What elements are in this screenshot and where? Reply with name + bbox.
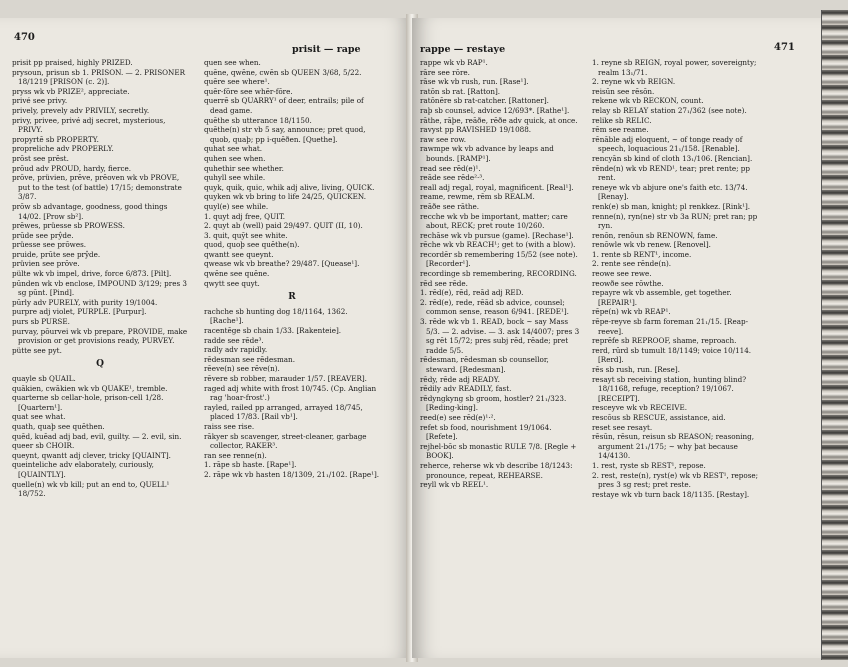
dictionary-entry: rēdily adv READILY, fast.: [420, 384, 512, 394]
dictionary-entry: renk(e) sb man, knight; pl renkkez. [Rink¹].: [592, 201, 751, 211]
dictionary-entry: ratōnēre sb rat-catcher. [Rattoner].: [420, 96, 549, 106]
dictionary-entry: pütte see pyt.: [12, 345, 62, 355]
section-letter: R: [288, 292, 296, 303]
dictionary-entry: ran see renne(n).: [204, 450, 267, 460]
dictionary-entry: pryss wk vb PRIZE², appreciate.: [12, 86, 130, 96]
dictionary-entry: 1. quyt adj free, QUIT.: [204, 211, 285, 221]
dictionary-entry: quēd, kuēad adj bad, evil, guilty. — 2. evil, sin.: [12, 431, 182, 441]
dictionary-entry: recordēr sb remembering 15/52 (see note). [Recorder¹].: [420, 249, 578, 269]
dictionary-entry: reisūn see rēsōn.: [592, 86, 655, 96]
dictionary-entry: reherce, reherse wk vb describe 18/1243: pronounce, repeat, REHEARSE.: [420, 460, 573, 480]
dictionary-entry: rēnāble adj eloquent, ~ of tonge ready of speech, loquacious 21₁/158. [Renable].: [592, 134, 743, 154]
dictionary-entry: racentēge sb chain 1/33. [Rakenteie].: [204, 326, 342, 336]
dictionary-entry: renōwle wk vb renew. [Renovel].: [592, 240, 711, 250]
dictionary-entry: quelle(n) wk vb kill; put an end to, QUELL¹ 18/752.: [12, 479, 170, 499]
dictionary-entry: 3. rēde wk vb 1. READ, bock ~ say Mass 5/3. — 2. advise. — 3. ask 14/4007; pres 3 sg rēt 15/72; pres subj rēd, rēade; pret radde 5/5.: [420, 317, 580, 355]
dictionary-entry: rāse wk vb rush, run. [Rase¹].: [420, 77, 529, 87]
dictionary-entry: rāthe, rāþe, reāðe, rēðe adv quick, at once.: [420, 115, 578, 125]
dictionary-entry: querrē sb QUARRY¹ of deer, entrails; pile of dead game.: [204, 96, 364, 115]
dictionary-entry: 2. rāpe wk vb hasten 18/1309, 21₁/102. [Rape¹].: [204, 469, 380, 479]
dictionary-entry: purvay, pōurvei wk vb prepare, PROVIDE, make provision or get provisions ready, PURVEY.: [12, 326, 188, 346]
dictionary-entry: quyk, quik, quic, whik adj alive, living, QUICK.: [204, 182, 375, 192]
dictionary-entry: rākyer sb scavenger, street-cleaner, garbage collector, RAKER³.: [204, 431, 367, 451]
dictionary-entry: propreliche adv PROPERLY.: [12, 144, 114, 154]
dictionary-entry: rayled, railed pp arranged, arrayed 18/745, placed 17/83. [Rail vb¹].: [204, 402, 363, 422]
dictionary-entry: quākien, cwākien wk vb QUAKE¹, tremble.: [12, 383, 168, 393]
dictionary-entry: relay sb RELAY station 27₁/362 (see note).: [592, 105, 747, 115]
dictionary-entry: raged adj white with frost 10/745. (Cp. Anglian rag 'hoar-frost'.): [204, 383, 377, 403]
dictionary-entry: pülte wk vb impel, drive, force 6/873. [Pilt].: [12, 269, 172, 279]
dictionary-entry: refet sb food, nourishment 19/1064. [Refete].: [420, 422, 552, 442]
dictionary-entry: 2. quyt ab (well) paid 29/497. QUIT (II, 10).: [204, 221, 363, 231]
dictionary-entry: reall adj regal, royal, magnificent. [Real¹].: [420, 182, 574, 192]
dictionary-entry: quen see when.: [204, 58, 261, 67]
left-column-1: [12, 58, 188, 499]
dictionary-entry: reneye wk vb abjure one's faith etc. 13/74. [Renay].: [592, 182, 748, 202]
dictionary-entry: reame, rewme, rēm sb REALM.: [420, 192, 535, 202]
dictionary-entry: restaye wk vb turn back 18/1135. [Restay].: [592, 489, 750, 499]
dictionary-entry: rechāse wk vb pursue (game). [Rechase¹].: [420, 230, 574, 240]
dictionary-entry: pūnden wk vb enclose, IMPOUND 3/129; pres 3 sg pūnt. [Pind].: [12, 278, 187, 298]
dictionary-entry: reāðe see rāthe.: [420, 201, 480, 211]
dictionary-entry: pruide, prūte see prŷde.: [12, 249, 101, 259]
dictionary-entry: reowe see rewe.: [592, 269, 652, 279]
dictionary-entry: qwantt see queynt.: [204, 249, 274, 259]
dictionary-entry: rawmpe wk vb advance by leaps and bounds. [RAMP¹].: [420, 144, 554, 163]
dictionary-entry: prysoun, prisun sb 1. PRISON. — 2. PRISONER 18/1219 [PRISON (c. 2)].: [12, 67, 185, 87]
dictionary-entry: read see rēd(e)¹.: [420, 163, 481, 173]
dictionary-entry: prēwes, prüesse sb PROWESS.: [12, 221, 125, 231]
dictionary-entry: prōud adv PROUD, hardy, fierce.: [12, 163, 132, 173]
dictionary-entry: rēvere sb robber, marauder 1/57. [REAVER].: [204, 374, 367, 383]
dictionary-entry: recordinge sb remembering, RECORDING.: [420, 269, 577, 279]
dictionary-entry: quēthe sb utterance 18/1150.: [204, 115, 312, 125]
dictionary-entry: quēre see where¹.: [204, 77, 270, 87]
dictionary-entry: resceyve wk vb RECEIVE.: [592, 403, 688, 413]
dictionary-entry: qwytt see quyt.: [204, 278, 260, 288]
dictionary-entry: raiss see rise.: [204, 421, 255, 431]
dictionary-entry: quēr-fōre see whēr-fōre.: [204, 86, 293, 96]
dictionary-entry: quod, quoþ see quēthe(n).: [204, 240, 300, 250]
dictionary-entry: qwease wk vb breathe? 29/487. [Quease¹].: [204, 259, 360, 269]
dictionary-entry: rencyān sb kind of cloth 13₁/106. [Rencian].: [592, 153, 753, 163]
left-page: [0, 18, 412, 658]
dictionary-entry: prōve, prüvien, prēve, prēoven wk vb PROVE, put to the test (of battle) 17/15; demonstrate 3/87.: [12, 173, 182, 202]
dictionary-entry: resayt sb receiving station, hunting blind? 18/1168, refuge, reception? 19/1067. [RECEIPT].: [592, 374, 747, 403]
dictionary-entry: quhethir see whether.: [204, 163, 284, 173]
dictionary-entry: privé see privy.: [12, 96, 68, 106]
dictionary-entry: 1. rāpe sb haste. [Rape¹].: [204, 460, 297, 470]
dictionary-entry: rachche sb hunting dog 18/1164, 1362. [Rache¹].: [204, 306, 348, 326]
dictionary-entry: quarterne sb cellar-hole, prison-cell 1/28. [Quartern¹].: [12, 393, 164, 412]
dictionary-entry: rēpe(n) wk vb REAP¹.: [592, 307, 671, 317]
dictionary-entry: reyll wk vb REEL¹.: [420, 480, 489, 490]
dictionary-entry: quyken wk vb bring to life 24/25, QUICKEN.: [204, 192, 366, 202]
dictionary-entry: prüesse see prōwes.: [12, 240, 87, 250]
dictionary-entry: purpre adj violet, PURPLE. [Purpur].: [12, 307, 147, 317]
dictionary-entry: quath, quaþ see quēthen.: [12, 421, 105, 431]
dictionary-entry: renne(n), ryn(ne) str vb 3a RUN; pret ran; pp ryn.: [592, 211, 758, 231]
dictionary-entry: 3. quit, quȳt see white.: [204, 230, 288, 240]
dictionary-entry: quhyll see while.: [204, 173, 266, 183]
dictionary-entry: quat see what.: [12, 412, 66, 422]
dictionary-entry: prūde see prŷde.: [12, 230, 74, 240]
dictionary-entry: rēdyngkyng sb groom, hostler? 21₁/323. [Reding-king].: [420, 393, 567, 413]
spiral-binding: [821, 10, 848, 660]
dictionary-entry: prōst see prēst.: [12, 153, 69, 163]
dictionary-entry: queinteliche adv elaborately, curiously, [QUAINTLY].: [12, 460, 154, 479]
dictionary-entry: reset see resayt.: [592, 422, 653, 432]
dictionary-entry: 1. rēd(e), rēd, reād adj RED.: [420, 288, 524, 298]
dictionary-entry: recche wk vb be important, matter; care about, RECK; pret route 10/260.: [420, 211, 568, 231]
dictionary-entry: reāde see rēde²·³.: [420, 173, 485, 183]
dictionary-entry: 1. reyne sb REIGN, royal power, sovereignty; realm 13₁/71.: [592, 58, 757, 77]
dictionary-entry: rēm see reame.: [592, 125, 649, 135]
dictionary-entry: prively, prevely adv PRIVILY, secretly.: [12, 105, 150, 115]
dictionary-entry: qwēne see quēne.: [204, 269, 270, 279]
dictionary-entry: privy, privee, privé adj secret, mysterious, PRIVY.: [12, 115, 166, 135]
dictionary-entry: rekene wk vb RECKON, count.: [592, 96, 704, 106]
dictionary-entry: reowðe see rōwthe.: [592, 278, 664, 288]
dictionary-entry: raþ sb counsel, advice 12/693*. [Rathe¹].: [420, 105, 570, 115]
dictionary-entry: 1. rest, ryste sb REST¹, repose.: [592, 460, 706, 470]
dictionary-entry: prōw sb advantage, goodness, good things 14/02. [Prow sb²].: [12, 201, 168, 221]
dictionary-entry: queynt, qwantt adj clever, tricky [QUAINT].: [12, 450, 171, 460]
dictionary-entry: quhat see what.: [204, 144, 263, 154]
dictionary-entry: quayle sb QUAIL.: [12, 374, 76, 383]
dictionary-entry: pūrly adv PURELY, with purity 19/1004.: [12, 297, 158, 307]
right-page-number: 471: [774, 42, 795, 53]
dictionary-entry: quēne, qwēne, cwēn sb QUEEN 3/68, 5/22.: [204, 67, 362, 77]
dictionary-entry: rejhel-bōc sb monastic RULE 7/8. [Regle + BOOK].: [420, 441, 577, 461]
right-column-1: [420, 58, 582, 490]
dictionary-entry: rēsūn, rēsun, reisun sb REASON; reasoning, argument 21₁/175; ~ why þat because 14/4130.: [592, 432, 755, 461]
dictionary-entry: rerd, rūrd sb tumult 18/1149; voice 10/114. [Rerd].: [592, 345, 752, 365]
dictionary-entry: rescōus sb RESCUE, assistance, aid.: [592, 412, 726, 422]
dictionary-entry: relike sb RELIC.: [592, 115, 652, 125]
right-column-2: [592, 58, 768, 499]
dictionary-entry: 2. reyne wk vb REIGN.: [592, 77, 676, 87]
dictionary-entry: rappe wk vb RAP¹.: [420, 58, 488, 67]
dictionary-entry: rēd see rēde.: [420, 278, 468, 288]
dictionary-entry: rēdesman, rēdesman sb counsellor, steward. [Redesman].: [420, 355, 549, 374]
dictionary-entry: ratōn sb rat. [Ratton].: [420, 86, 501, 96]
left-column-2: [204, 58, 380, 480]
dictionary-entry: reprēfe sb REPROOF, shame, reproach.: [592, 336, 737, 346]
dictionary-entry: quyl(e) see while.: [204, 201, 269, 211]
dictionary-entry: radly adv rapidly.: [204, 345, 268, 355]
right-running-head: rappe — restaye: [420, 44, 506, 55]
left-page-number: 470: [14, 32, 35, 43]
dictionary-entry: rēdy, rēde adj READY.: [420, 374, 500, 384]
dictionary-entry: raw see row.: [420, 134, 466, 144]
right-page: [412, 18, 824, 658]
dictionary-entry: queer sb CHOIR.: [12, 441, 75, 451]
dictionary-entry: rēdesman see rēdesman.: [204, 354, 295, 364]
dictionary-entry: 2. rest, reste(n), ryst(e) wk vb REST¹, repose; pres 3 sg rest; pret reste.: [592, 470, 759, 490]
dictionary-entry: renōn, renōun sb RENOWN, fame.: [592, 230, 718, 240]
dictionary-entry: repayre wk vb assemble, get together. [REPAIR¹].: [592, 288, 732, 307]
dictionary-entry: radde see rēde³.: [204, 335, 264, 345]
dictionary-entry: purs sb PURSE.: [12, 317, 70, 327]
dictionary-entry: 1. rente sb RENT¹, income.: [592, 249, 692, 259]
dictionary-entry: 2. rente see rēnde(n).: [592, 259, 672, 269]
dictionary-entry: quhen see when.: [204, 153, 266, 163]
dictionary-entry: 2. rēd(e), rede, rēād sb advice, counsel; common sense, reason 6/941. [REDE¹].: [420, 297, 569, 317]
left-running-head: prisit — rape: [292, 44, 361, 55]
dictionary-entry: rēpe-reyve sb farm foreman 21₁/15. [Reap-reeve].: [592, 317, 749, 336]
dictionary-entry: ravyst pp RAVISHED 19/1088.: [420, 125, 532, 135]
dictionary-entry: rēche wk vb REACH¹; get to (with a blow).: [420, 240, 576, 250]
dictionary-entry: reed(e) see rēd(e)¹·².: [420, 412, 496, 422]
dictionary-entry: prüvien see prōve.: [12, 259, 80, 269]
dictionary-entry: rāre see rōre.: [420, 67, 470, 77]
dictionary-entry: rēnde(n) wk vb REND¹, tear; pret rente; pp rent.: [592, 163, 750, 183]
dictionary-entry: rēeve(n) see rēve(n).: [204, 364, 280, 374]
dictionary-entry: propyrtē sb PROPERTY.: [12, 134, 99, 144]
dictionary-entry: quēthe(n) str vb 5 say, announce; pret quod, quob, quaþ; pp i-quēðen. [Quethe].: [204, 125, 366, 144]
section-letter: Q: [96, 359, 104, 370]
dictionary-entry: rēs sb rush, run. [Rese].: [592, 365, 680, 374]
dictionary-entry: prisit pp praised, highly PRIZED.: [12, 58, 133, 67]
